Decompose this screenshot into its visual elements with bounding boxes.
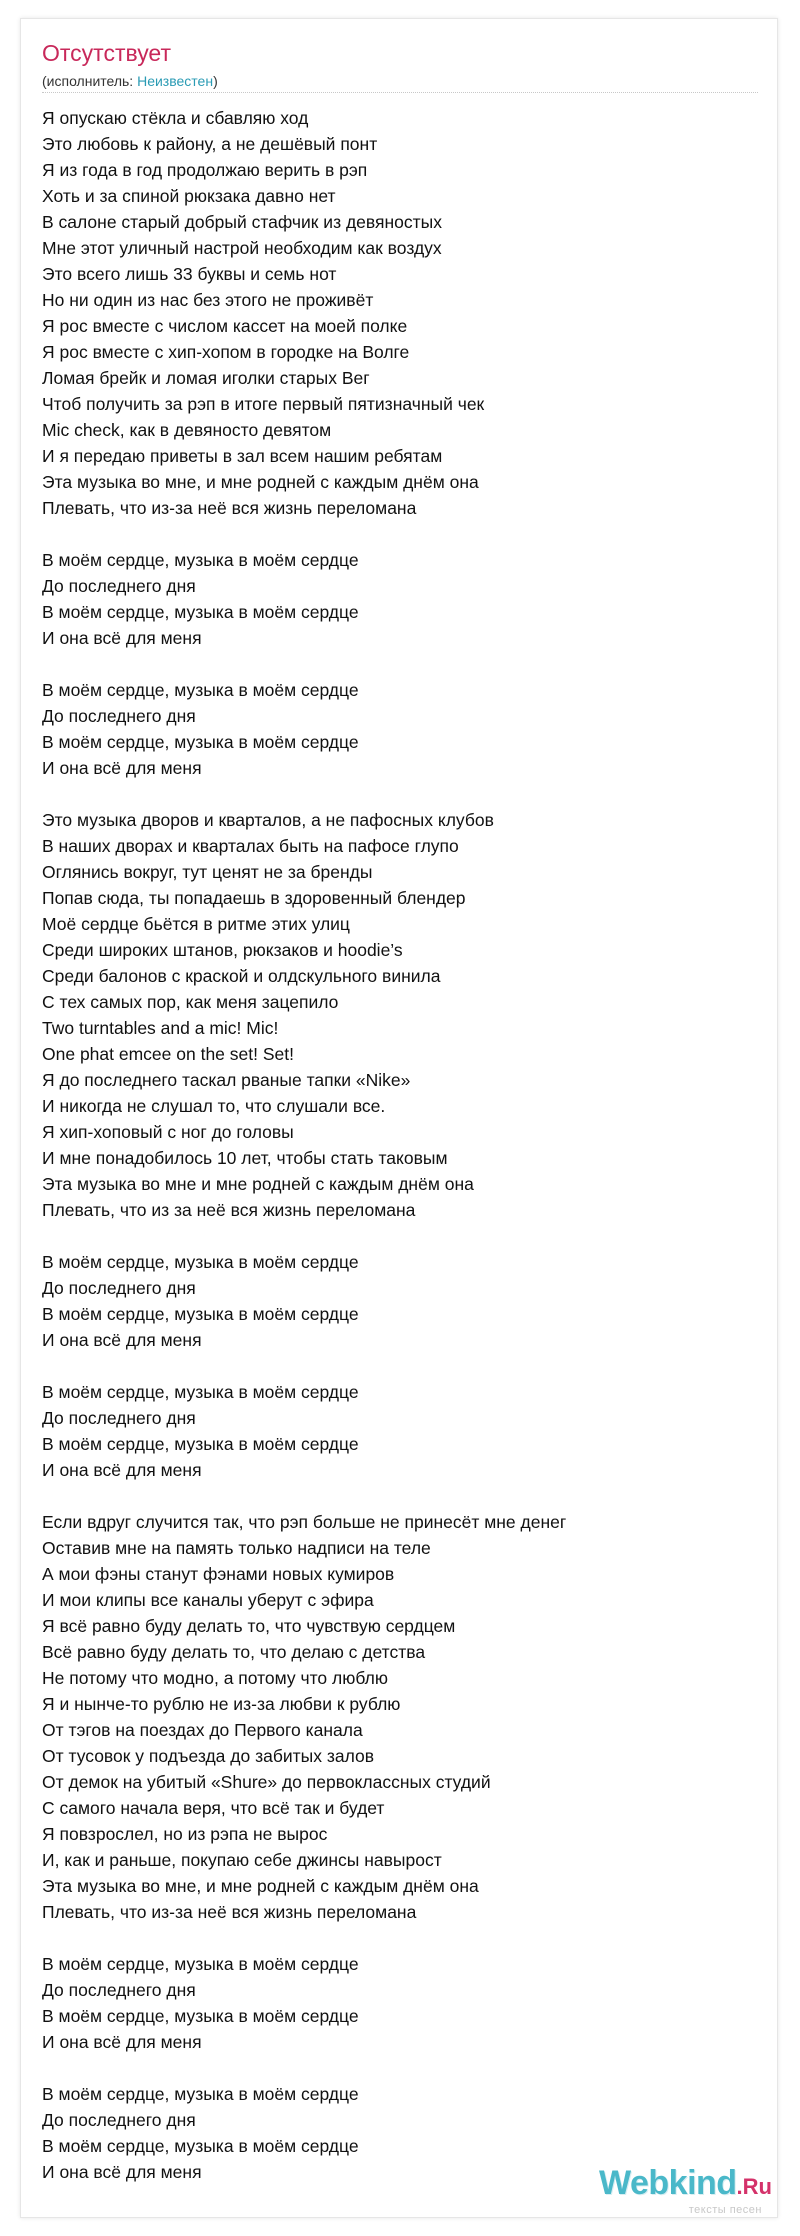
lyric-line: В моём сердце, музыка в моём сердце xyxy=(42,2136,359,2156)
lyric-line: До последнего дня xyxy=(42,2110,196,2130)
lyric-line: Эта музыка во мне и мне родней с каждым днём она xyxy=(42,1174,474,1194)
lyric-line: Хоть и за спиной рюкзака давно нет xyxy=(42,186,336,206)
lyric-line: И она всё для меня xyxy=(42,628,202,648)
lyric-line: С самого начала веря, что всё так и будет xyxy=(42,1798,385,1818)
lyric-line: Я и нынче-то рублю не из-за любви к рублю xyxy=(42,1694,401,1714)
lyric-line: Плевать, что из за неё вся жизнь переломана xyxy=(42,1200,416,1220)
lyric-line: В моём сердце, музыка в моём сердце xyxy=(42,2006,359,2026)
lyric-line: И она всё для меня xyxy=(42,758,202,778)
lyric-line: Я всё равно буду делать то, что чувствую сердцем xyxy=(42,1616,456,1636)
lyric-line: И я передаю приветы в зал всем нашим ребятам xyxy=(42,446,443,466)
lyric-line: С тех самых пор, как меня зацепило xyxy=(42,992,339,1012)
logo-name: Webkind xyxy=(599,2164,737,2202)
lyric-line: В моём сердце, музыка в моём сердце xyxy=(42,602,359,622)
lyric-line: Но ни один из нас без этого не проживёт xyxy=(42,290,374,310)
lyric-line: До последнего дня xyxy=(42,1980,196,2000)
lyrics-stanza xyxy=(42,1379,762,1483)
lyric-line: Оставив мне на память только надписи на теле xyxy=(42,1538,431,1558)
lyric-line: До последнего дня xyxy=(42,706,196,726)
lyric-line: До последнего дня xyxy=(42,576,196,596)
lyric-line: Two turntables and a mic! Mic! xyxy=(42,1018,279,1038)
lyric-line: Я рос вместе с хип-хопом в городке на Волге xyxy=(42,342,410,362)
artist-suffix: ) xyxy=(213,73,218,89)
lyric-line: Среди балонов с краской и олдскульного винила xyxy=(42,966,441,986)
lyric-line: И мои клипы все каналы уберут с эфира xyxy=(42,1590,374,1610)
lyric-line: От тэгов на поездах до Первого канала xyxy=(42,1720,363,1740)
lyric-line: Это всего лишь 33 буквы и семь нот xyxy=(42,264,337,284)
lyrics-stanza xyxy=(42,807,762,1223)
artist-prefix: (исполнитель: xyxy=(42,73,138,89)
lyric-line: От тусовок у подъезда до забитых залов xyxy=(42,1746,375,1766)
lyric-line: Если вдруг случится так, что рэп больше не принесёт мне денег xyxy=(42,1512,567,1532)
lyric-line: В моём сердце, музыка в моём сердце xyxy=(42,550,359,570)
artist-line xyxy=(42,73,218,89)
lyric-line: Попав сюда, ты попадаешь в здоровенный блендер xyxy=(42,888,466,908)
lyric-line: Моё сердце бьётся в ритме этих улиц xyxy=(42,914,350,934)
lyric-line: От демок на убитый «Shure» до первоклассных студий xyxy=(42,1772,491,1792)
lyric-line: Среди широких штанов, рюкзаков и hoodie’s xyxy=(42,940,403,960)
lyric-line: И она всё для меня xyxy=(42,1330,202,1350)
site-logo[interactable] xyxy=(582,2164,772,2216)
lyric-line: И, как и раньше, покупаю себе джинсы навырост xyxy=(42,1850,442,1870)
artist-link[interactable]: Неизвестен xyxy=(137,73,214,89)
lyric-line: Чтоб получить за рэп в итоге первый пятизначный чек xyxy=(42,394,485,414)
lyrics-stanza xyxy=(42,105,762,521)
lyric-line: Всё равно буду делать то, что делаю с детства xyxy=(42,1642,426,1662)
lyric-line: И она всё для меня xyxy=(42,2162,202,2182)
lyric-line: До последнего дня xyxy=(42,1408,196,1428)
lyric-line: В моём сердце, музыка в моём сердце xyxy=(42,1954,359,1974)
logo-tld: .Ru xyxy=(736,2174,772,2199)
lyric-line: Эта музыка во мне, и мне родней с каждым днём она xyxy=(42,1876,479,1896)
lyrics-body xyxy=(42,105,762,2185)
lyric-line: Плевать, что из-за неё вся жизнь переломана xyxy=(42,1902,417,1922)
lyric-line: Не потому что модно, а потому что люблю xyxy=(42,1668,388,1688)
lyric-line: И мне понадобилось 10 лет, чтобы стать таковым xyxy=(42,1148,448,1168)
lyric-line: Мне этот уличный настрой необходим как воздух xyxy=(42,238,442,258)
lyric-line: А мои фэны станут фэнами новых кумиров xyxy=(42,1564,395,1584)
lyrics-stanza xyxy=(42,677,762,781)
lyric-line: И она всё для меня xyxy=(42,1460,202,1480)
lyric-line: Эта музыка во мне, и мне родней с каждым днём она xyxy=(42,472,479,492)
lyrics-stanza xyxy=(42,1509,762,1925)
lyric-line: Я хип-хоповый с ног до головы xyxy=(42,1122,294,1142)
lyric-line: Это любовь к району, а не дешёвый понт xyxy=(42,134,378,154)
lyric-line: Ломая брейк и ломая иголки старых Вег xyxy=(42,368,370,388)
lyrics-stanza xyxy=(42,1951,762,2055)
lyric-line: Оглянись вокруг, тут ценят не за бренды xyxy=(42,862,373,882)
song-title: Отсутствует xyxy=(42,40,171,66)
lyric-line: Я до последнего таскал рваные тапки «Nike» xyxy=(42,1070,411,1090)
lyric-line: В моём сердце, музыка в моём сердце xyxy=(42,1304,359,1324)
lyric-line: До последнего дня xyxy=(42,1278,196,1298)
lyric-line: Плевать, что из-за неё вся жизнь переломана xyxy=(42,498,417,518)
lyric-line: В моём сердце, музыка в моём сердце xyxy=(42,732,359,752)
lyrics-stanza xyxy=(42,547,762,651)
lyric-line: И она всё для меня xyxy=(42,2032,202,2052)
header-divider xyxy=(42,92,758,93)
lyric-line: В моём сердце, музыка в моём сердце xyxy=(42,2084,359,2104)
lyric-line: Я из года в год продолжаю верить в рэп xyxy=(42,160,368,180)
lyric-line: В моём сердце, музыка в моём сердце xyxy=(42,680,359,700)
lyric-line: В моём сердце, музыка в моём сердце xyxy=(42,1252,359,1272)
lyric-line: Mic check, как в девяносто девятом xyxy=(42,420,332,440)
lyric-line: Я повзрослел, но из рэпа не вырос xyxy=(42,1824,328,1844)
lyric-line: Я опускаю стёкла и сбавляю ход xyxy=(42,108,309,128)
lyric-line: В моём сердце, музыка в моём сердце xyxy=(42,1382,359,1402)
lyric-line: В моём сердце, музыка в моём сердце xyxy=(42,1434,359,1454)
lyric-line: И никогда не слушал то, что слушали все. xyxy=(42,1096,386,1116)
lyric-line: Это музыка дворов и кварталов, а не пафосных клубов xyxy=(42,810,494,830)
lyric-line: Я рос вместе с числом кассет на моей полке xyxy=(42,316,408,336)
logo-tagline: тексты песен xyxy=(688,2204,762,2216)
lyric-line: В наших дворах и кварталах быть на пафосе глупо xyxy=(42,836,459,856)
lyrics-stanza xyxy=(42,1249,762,1353)
lyric-line: В салоне старый добрый стафчик из девяностых xyxy=(42,212,442,232)
lyric-line: One phat emcee on the set! Set! xyxy=(42,1044,294,1064)
